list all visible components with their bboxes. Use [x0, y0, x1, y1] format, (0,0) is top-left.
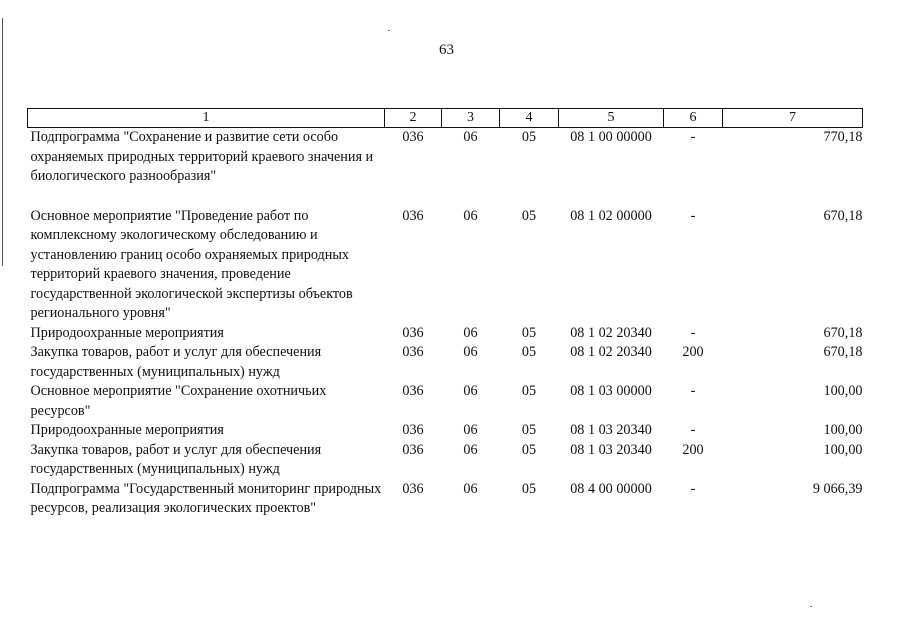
cell-target-code: 08 1 00 00000	[570, 129, 652, 145]
cell-target-code: 08 1 02 20340	[570, 344, 652, 360]
cell-amount: 670,18	[823, 324, 863, 341]
cell-ministry: 036	[402, 383, 424, 399]
page-number: 63	[439, 42, 454, 58]
cell-section: 06	[463, 480, 478, 497]
budget-table	[27, 108, 863, 519]
row-name: Основное мероприятие "Проведение работ по комплексному экологическому обследованию и установлению границ особо охраняемых природных территорий краевого значения, проведение государственной экологической экспертизы объектов регионального уровня"	[30, 207, 353, 321]
cell-subsection: 05	[521, 441, 537, 458]
table-row	[28, 480, 863, 519]
row-name: Основное мероприятие "Сохранение охотничьих ресурсов"	[30, 383, 327, 419]
column-header: 3	[442, 109, 500, 128]
column-header: 6	[664, 109, 723, 128]
cell-expense-type: -	[690, 324, 696, 341]
row-name: Подпрограмма "Государственный мониторинг природных ресурсов, реализация экологических проектов"	[30, 480, 382, 516]
scan-speck	[388, 30, 390, 31]
cell-ministry: 036	[402, 441, 424, 458]
cell-expense-type: -	[690, 383, 696, 399]
cell-target-code: 08 1 03 00000	[570, 383, 652, 399]
cell-target-code: 08 1 03 20340	[570, 422, 652, 438]
cell-subsection: 05	[521, 383, 537, 399]
table-row	[28, 207, 863, 324]
cell-amount: 100,00	[823, 441, 863, 458]
column-header: 7	[723, 109, 863, 128]
cell-section: 06	[463, 324, 478, 341]
cell-ministry: 036	[402, 344, 424, 360]
cell-amount: 670,18	[823, 344, 863, 360]
cell-ministry: 036	[402, 324, 424, 341]
cell-target-code: 08 1 02 00000	[570, 207, 652, 224]
table-row	[28, 382, 863, 421]
table-row	[28, 128, 863, 207]
cell-section: 06	[463, 344, 478, 360]
column-header: 2	[385, 109, 442, 128]
cell-subsection: 05	[521, 344, 537, 360]
column-header: 5	[559, 109, 664, 128]
cell-section: 06	[463, 207, 478, 224]
cell-subsection: 05	[521, 129, 537, 145]
cell-amount: 670,18	[823, 207, 863, 224]
cell-amount: 770,18	[823, 129, 863, 145]
cell-target-code: 08 1 02 20340	[570, 324, 652, 341]
cell-expense-type: -	[690, 129, 696, 145]
cell-subsection: 05	[521, 480, 537, 497]
header-row	[28, 109, 863, 128]
cell-amount: 100,00	[823, 383, 863, 399]
scan-speck	[810, 606, 812, 607]
cell-target-code: 08 4 00 00000	[570, 480, 652, 497]
row-name: Природоохранные мероприятия	[30, 324, 224, 341]
cell-section: 06	[463, 441, 478, 458]
cell-ministry: 036	[402, 480, 424, 497]
table-row	[28, 441, 863, 480]
cell-expense-type: 200	[682, 344, 704, 360]
table-row	[28, 421, 863, 441]
cell-expense-type: -	[690, 422, 696, 438]
cell-subsection: 05	[521, 207, 537, 224]
cell-expense-type: 200	[682, 441, 704, 458]
cell-amount: 9 066,39	[812, 480, 863, 497]
column-header: 1	[28, 109, 385, 128]
cell-target-code: 08 1 03 20340	[570, 441, 652, 458]
table-row	[28, 324, 863, 344]
column-header: 4	[500, 109, 559, 128]
cell-ministry: 036	[402, 129, 424, 145]
row-name: Закупка товаров, работ и услуг для обеспечения государственных (муниципальных) нужд	[30, 344, 322, 380]
cell-ministry: 036	[402, 207, 424, 224]
cell-expense-type: -	[690, 480, 696, 497]
cell-subsection: 05	[521, 422, 537, 438]
row-name: Природоохранные мероприятия	[30, 422, 224, 438]
cell-section: 06	[463, 422, 478, 438]
cell-section: 06	[463, 383, 478, 399]
cell-expense-type: -	[690, 207, 696, 224]
row-name: Подпрограмма "Сохранение и развитие сети особо охраняемых природных территорий краевого значения и биологического разнообразия"	[30, 129, 374, 184]
table-row	[28, 343, 863, 382]
cell-amount: 100,00	[823, 422, 863, 438]
cell-ministry: 036	[402, 422, 424, 438]
cell-section: 06	[463, 129, 478, 145]
cell-subsection: 05	[521, 324, 537, 341]
row-name: Закупка товаров, работ и услуг для обеспечения государственных (муниципальных) нужд	[30, 441, 322, 477]
